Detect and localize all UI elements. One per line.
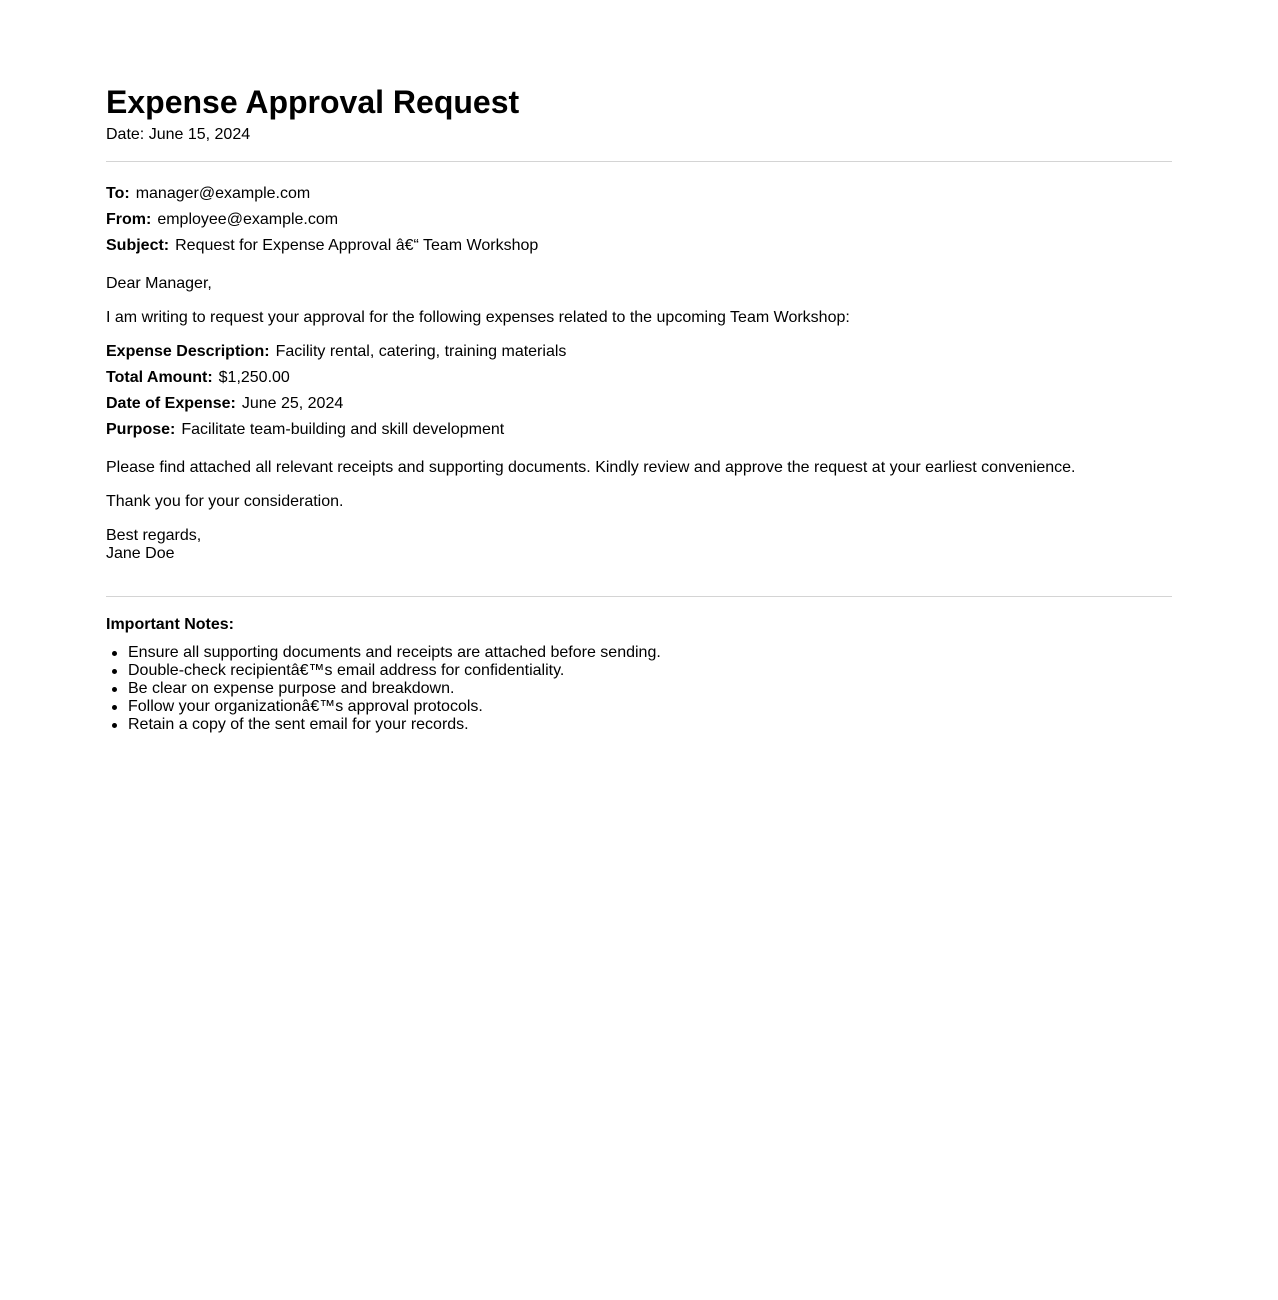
detail-date-of-expense — [106, 395, 343, 413]
note-item: Double-check recipientâ€™s email address for confidentiality. — [128, 662, 661, 680]
detail-value: $1,250.00 — [218, 369, 290, 386]
signature-block — [106, 527, 201, 563]
detail-value: Facility rental, catering, training materials — [275, 343, 567, 360]
to-line — [106, 185, 310, 203]
request-paragraph: Please find attached all relevant receipts and supporting documents. Kindly review and approve the request at your earliest convenience. — [106, 459, 1076, 476]
notes-title: Important Notes: — [106, 616, 234, 633]
note-item: Be clear on expense purpose and breakdown. — [128, 680, 661, 698]
to-label: To: — [106, 185, 130, 202]
thanks-paragraph: Thank you for your consideration. — [106, 493, 344, 510]
subject-line — [106, 237, 538, 255]
note-item: Follow your organizationâ€™s approval protocols. — [128, 698, 661, 716]
intro-paragraph: I am writing to request your approval for the following expenses related to the upcoming Team Workshop: — [106, 309, 850, 326]
detail-label: Expense Description: — [106, 343, 270, 360]
detail-expense-description — [106, 343, 566, 361]
from-value: employee@example.com — [157, 211, 339, 228]
page-title: Expense Approval Request — [106, 84, 520, 120]
detail-value: Facilitate team-building and skill development — [181, 421, 505, 438]
subject-label: Subject: — [106, 237, 170, 254]
detail-value: June 25, 2024 — [241, 395, 344, 412]
document-date: Date: June 15, 2024 — [106, 126, 251, 143]
closing-text: Best regards, — [106, 527, 202, 544]
detail-total-amount — [106, 369, 290, 387]
from-line — [106, 211, 338, 229]
notes-list — [106, 644, 661, 734]
note-item: Retain a copy of the sent email for your records. — [128, 716, 661, 734]
header-divider — [106, 161, 1172, 162]
to-value: manager@example.com — [135, 185, 311, 202]
detail-label: Total Amount: — [106, 369, 213, 386]
notes-divider — [106, 596, 1172, 597]
from-label: From: — [106, 211, 152, 228]
detail-label: Date of Expense: — [106, 395, 236, 412]
subject-value: Request for Expense Approval â€“ Team Workshop — [175, 237, 539, 254]
detail-label: Purpose: — [106, 421, 176, 438]
signature-name: Jane Doe — [106, 545, 175, 562]
note-item: Ensure all supporting documents and receipts are attached before sending. — [128, 644, 661, 661]
greeting: Dear Manager, — [106, 275, 212, 292]
detail-purpose — [106, 421, 504, 439]
